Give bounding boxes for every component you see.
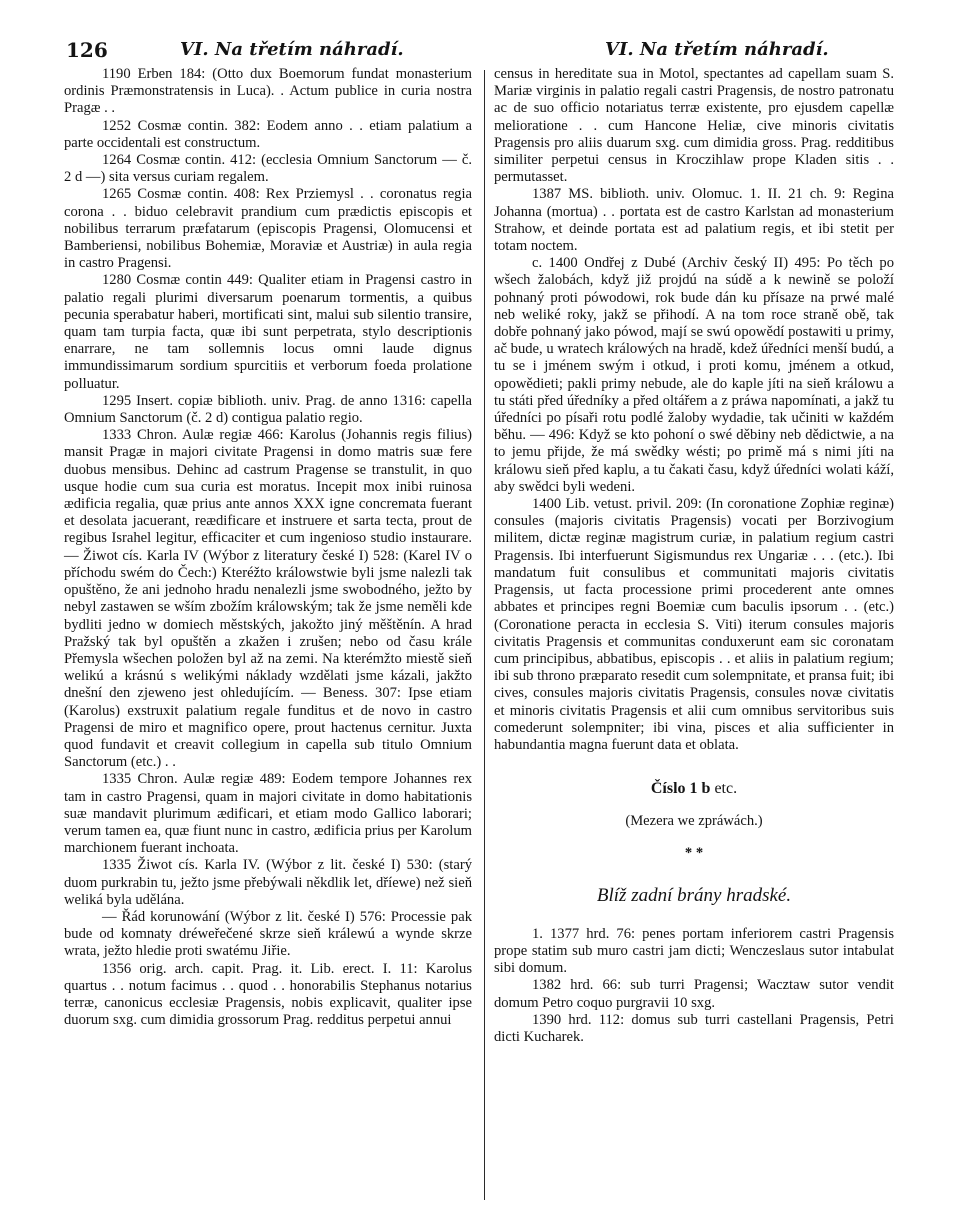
- column-divider: [484, 70, 485, 1200]
- cislo-heading-bold: Číslo 1 b: [650, 780, 711, 798]
- entry-1295: 1295 Insert. copiæ biblioth. univ. Prag. de anno 1316: capella Omnium Sanctorum (č. 2 d) contigua palatio regio.: [64, 392, 472, 427]
- entry-1333: 1333 Chron. Aulæ regiæ 466: Karolus (Johannis regis filius) mansit Pragæ in majori civitate Pragensi in domo matris suæ fere duobus mensibus. Dehinc ad castrum Pragense se transtulit, in quo usque hodie cum sua curia est moratus. Incepit mox inibi ruinosa ædificia regalia, quæ prius ante annos XXX igne concremata fuerant et desolata jacuerant, reædificare et instruere et sarta tecta, prout de regibus Israhel legitur, efficaciter et cum ingenioso studio instaurare. — Žiwot cís. Karla IV (Wýbor z literatury české I) 528: (Karel IV o příchodu swém do Čech:) Kteréžto králowstwie byli jsme nalezli tak opuštěno, že ani jednoho hradu nenalezli jsme swobodného, ježto by nebyl zastawen se wším zbožím králowským; tak že jsme neměli kde bydliti jedno w domiech městských, jakožto jiný měštěnín. A hrad Pražský tak byl opuštěn a zkažen i zrušen; nebo od času krále Přemysla wšechen položen byl až na zemi. Na kterémžto miestě sieň welikú a krásnú s welikými náklady wzdělati jsme kázali, jakžto dnešní den zjeweno jest ohledujícím. — Beness. 307: Ipse etiam (Karolus) exstruxit palatium regale funditus et de novo in castro Pragensi de miro et magnifico opere, prout hactenus cernitur. Juxta quod fundavit et creavit collegium in capella sub titulo Omnium Sanctorum (etc.) . .: [64, 427, 472, 771]
- entry-1377: 1. 1377 hrd. 76: penes portam inferiorem castri Pragensis prope statim sub muro castri jam dicti; Wenczeslaus sutor intabulat sibi domum.: [494, 925, 894, 977]
- right-column: [494, 66, 894, 1046]
- entry-1400-ondrej: c. 1400 Ondřej z Dubé (Archiv český II) 495: Po těch po wšech žalobách, když již projdú na súdě a k newině se položí pohnaný proti pówodowi, rok bude dán ku přísaze na prwé malé neb weliké roky, jakž se přihodí. A na tom roce straně obě, tak dobře pohnaný jako pówod, mají se swú opowědí postawiti u primy, ač bude, u wratech králowých na hradě, kdež úředníci menší budú, a tu se i jménem swým i otkud, i proti komu, jménem a otkud, opowědieti; pakli primy nebude, ale do kaple jíti na sieň králowu a tu státi před úředníky a před oltářem a z práwa napomínati, a jakž tu úředníci po písaři rotu podlé žaloby wydadie, tak učiniti w každém běhu. — 496: Když se kto pohoní o swé děbiny neb dědictwie, a na to jemu přijde, že má swědky wésti; po primě má s nimi jíti na králowu sieň před kaplu, a tu čakati času, když úředníci wolati káží, aby swědci byli wedeni.: [494, 255, 894, 495]
- running-head-left: VI. Na třetím náhradí.: [180, 39, 404, 60]
- asterisks-divider: * *: [684, 844, 704, 861]
- running-head-right: VI. Na třetím náhradí.: [605, 39, 829, 60]
- entry-1265: 1265 Cosmæ contin. 408: Rex Prziemysl . . coronatus regia corona . . biduo celebravit prandium cum prædictis episcopis et nobilibus terrarum præfatarum (episcopis Pragensi, Olomucensi et Bamberiensi, nobilibus Bohemiæ, Moraviæ et Austriæ) in aula regia in castro Pragensi.: [64, 186, 472, 272]
- entry-1390: 1390 hrd. 112: domus sub turri castellani Pragensis, Petri dicti Kucharek.: [494, 1011, 894, 1045]
- entry-1356-continued: census in hereditate sua in Motol, spectantes ad capellam suam S. Mariæ virginis in palatio regali castri Pragensis, de nostro patronatu ac de suo officio notariatus terræ existente, pro ejusdem capellæ melioratione . . cum Hancone Heliæ, cive minoris civitatis Pragensis pro aliis duarum sxg. cum dimidia gross. Prag. redditibus similiter perpetui census in Kroczihlaw prope Kladen sitis . . permutasset.: [494, 66, 894, 186]
- entry-1382: 1382 hrd. 66: sub turri Pragensi; Wacztaw sutor vendit domum Petro coquo purgravii 10 sxg.: [494, 977, 894, 1011]
- entry-1387: 1387 MS. biblioth. univ. Olomuc. 1. II. 21 ch. 9: Regina Johanna (mortua) . . portata est de castro Karlstan ad monasterium Strahow, et deinde portata est ad palatium regis, et ibi stetit per totam noctem.: [494, 186, 894, 255]
- entry-1335-chron: 1335 Chron. Aulæ regiæ 489: Eodem tempore Johannes rex tam in castro Pragensi, quam in majori civitate in domo habitationis suæ mandavit plurimum ædificari, et etiam modo Gallico laborari; verum tamen ea, quæ fiunt nunc in castro, ædificia prius per Karolum marchionem fuerant inchoata.: [64, 771, 472, 857]
- section-title: Blíž zadní brány hradské.: [596, 884, 792, 906]
- gap-note: (Mezera we zpráwách.): [625, 813, 763, 830]
- entry-1252: 1252 Cosmæ contin. 382: Eodem anno . . etiam palatium a parte occidentali est constructum.: [64, 117, 472, 151]
- left-column: [64, 66, 472, 1029]
- entry-1400-lib: 1400 Lib. vetust. privil. 209: (In coronatione Zophiæ reginæ) consules (majoris civitatis Pragensis) vocati per Borzivogium militem, dictæ reginæ magistrum curiæ, in palatium regium castri Pragensis. Ibi interfuerunt Sigismundus rex Ungariæ . . . (etc.). Ibi mandatum fuit consulibus et communitati majoris civitatis Pragensis, ut facta processione primi procederent ante omnes abbates et principes regni Boemiæ cum baculis ipsorum . . (etc.) (Coronatione peracta in ecclesia S. Viti) iterum consules majoris civitatis Pragensis et communitas conduxerunt eam sic coronatam cum principibus, abbatibus, episcopis . . et aliis in palatium regium; ibi sub throno præparato resedit cum solempnitate, et pransa fuit; ibi cives, consules majoris civitatis Pragensis, consules novæ civitatis et minoris civitatis Pragensis et alii cum omnibus servitoribus suis comederunt solempniter; ibi vina, pisces et alia sufficienter in habundantia magna fuerunt data et oblata.: [494, 496, 894, 753]
- entry-1335-ziwot: 1335 Žiwot cís. Karla IV. (Wýbor z lit. české I) 530: (starý duom purkrabin tu, ježto jsme přebýwali někdlik let, dříewe) než sieň weliká byla udělána.: [64, 857, 472, 908]
- cislo-heading-rest: etc.: [710, 780, 738, 798]
- entry-1264: 1264 Cosmæ contin. 412: (ecclesia Omnium Sanctorum — č. 2 d —) sita versus curiam regalem.: [64, 152, 472, 186]
- page-number: 126: [66, 38, 108, 62]
- entry-1280: 1280 Cosmæ contin 449: Qualiter etiam in Pragensi castro in palatio regali plurimi diversarum poenarum tormentis, a quibus pecunia sperabatur haberi, mortificati sint, malui sub silentio transire, quam tam turpia facta, quæ ibi sunt perpetrata, stylo descriptionis enarrare, ne tam sollemnis locus omni laude dignus immundissimarum sordium spurcitiis et verborum foeda prolatione polluatur.: [64, 272, 472, 392]
- entry-rad-korunowani: — Řád korunowání (Wýbor z lit. české I) 576: Processie pak bude od komnaty dréweřečené skrze sieň králewú a wynde skrze wrata, ježto hledie proti swatému Jiřie.: [64, 908, 472, 960]
- entry-1356: 1356 orig. arch. capit. Prag. it. Lib. erect. I. 11: Karolus quartus . . notum facimus . . quod . . honorabilis Stephanus notarius terræ, canonicus ecclesiæ Pragensis, nobis explicavit, qualiter ipse duorum sxg. cum dimidia grossorum Prag. redditus perpetui annui: [64, 960, 472, 1029]
- entry-1190: 1190 Erben 184: (Otto dux Boemorum fundat monasterium ordinis Præmonstratensis in Luca). . Actum publice in curia nostra Pragæ . .: [64, 66, 472, 117]
- cislo-heading: [494, 780, 894, 797]
